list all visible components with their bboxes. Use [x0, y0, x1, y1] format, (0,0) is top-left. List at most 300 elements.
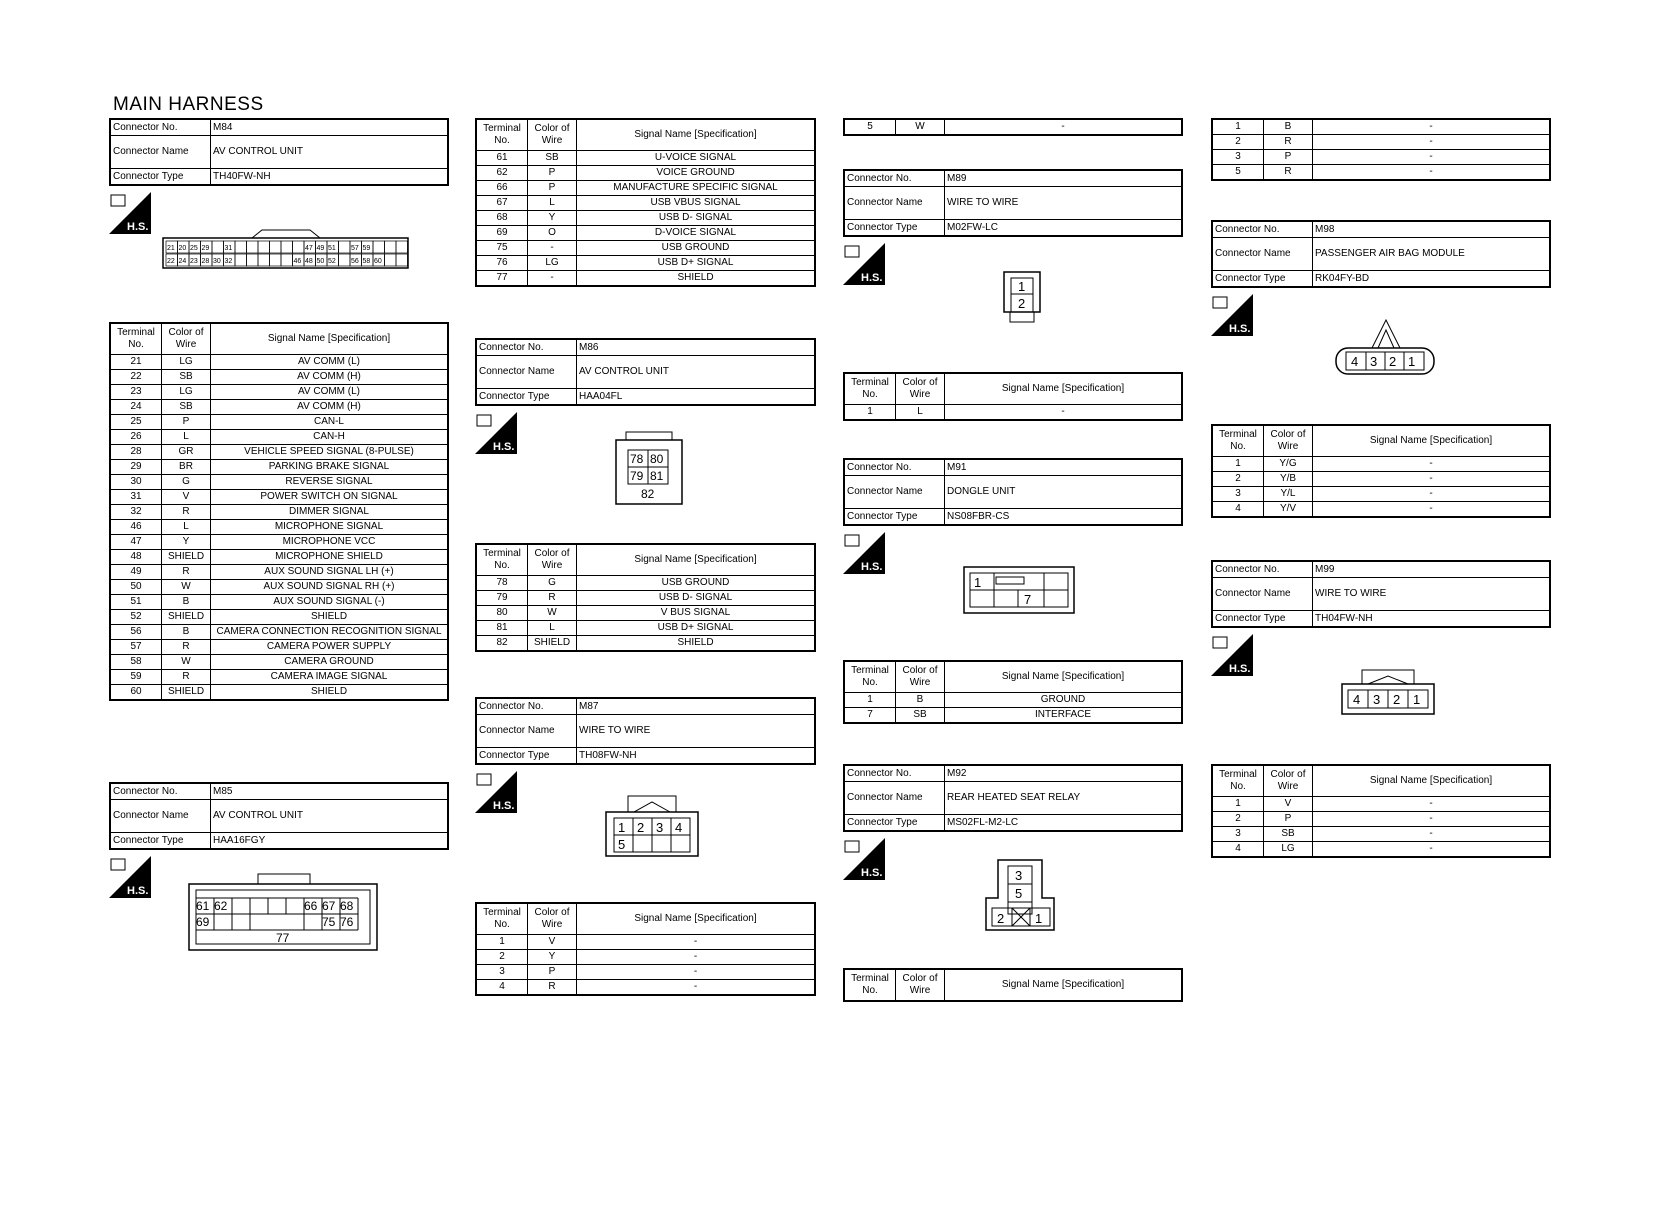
- m92-terminal-table-cont: [1211, 118, 1551, 181]
- signal-name-cell: VEHICLE SPEED SIGNAL (8-PULSE): [211, 445, 449, 460]
- wire-color-cell: V: [162, 490, 211, 505]
- pin-label: 21: [167, 245, 175, 252]
- table-row: [476, 576, 815, 591]
- m86-terminal-table: [475, 543, 816, 652]
- table-row: [110, 460, 448, 475]
- connector-name: REAR HEATED SEAT RELAY: [945, 782, 1183, 815]
- wire-color-cell: R: [1264, 135, 1313, 150]
- wire-color-cell: SHIELD: [162, 550, 211, 565]
- pin-label: 31: [224, 245, 233, 252]
- pin-label: 30: [213, 258, 221, 265]
- signal-name-cell: AV COMM (L): [211, 385, 449, 400]
- table-row: [1212, 797, 1550, 812]
- label-connector-type: Connector Type: [1212, 271, 1313, 288]
- wire-color-cell: SHIELD: [528, 636, 577, 652]
- wire-color-cell: B: [896, 693, 945, 708]
- header-terminal-no: Terminal No.: [110, 323, 162, 355]
- signal-name-cell: SHIELD: [577, 636, 816, 652]
- m84-terminal-table: [109, 322, 449, 701]
- terminal-no-cell: 25: [110, 415, 162, 430]
- table-row: [110, 685, 448, 701]
- pin-label: 46: [293, 258, 302, 265]
- terminal-no-cell: 59: [110, 670, 162, 685]
- signal-name-cell: -: [945, 405, 1183, 421]
- wire-color-cell: -: [528, 241, 577, 256]
- wire-color-cell: R: [162, 670, 211, 685]
- hs-badge-icon: [843, 243, 885, 285]
- terminal-no-cell: 1: [1212, 457, 1264, 472]
- header-terminal-no: Terminal No.: [844, 969, 896, 1001]
- signal-name-cell: -: [1313, 797, 1551, 812]
- pin-label: 1: [1035, 911, 1043, 926]
- signal-name-cell: -: [1313, 472, 1551, 487]
- hs-badge-icon: [475, 412, 517, 454]
- terminal-no-cell: 1: [844, 405, 896, 421]
- connector-type: RK04FY-BD: [1313, 271, 1551, 288]
- header-signal-name: Signal Name [Specification]: [211, 323, 449, 355]
- wire-color-cell: Y/B: [1264, 472, 1313, 487]
- connector-type: HAA16FGY: [211, 833, 449, 850]
- table-row: [476, 621, 815, 636]
- header-color-of-wire: Color of Wire: [896, 969, 945, 1001]
- label-connector-no: Connector No.: [844, 170, 945, 187]
- terminal-no-cell: 22: [110, 370, 162, 385]
- label-connector-name: Connector Name: [1212, 578, 1313, 611]
- pin-label: 62: [214, 899, 228, 913]
- connector-no: M92: [945, 765, 1183, 782]
- pin-label: 56: [351, 258, 359, 265]
- connector-no: M84: [211, 119, 449, 136]
- pin-label: 2: [1393, 692, 1401, 707]
- pin-label: 23: [190, 258, 198, 265]
- wire-color-cell: Y: [162, 535, 211, 550]
- table-row: [110, 670, 448, 685]
- pin-label: 50: [316, 258, 325, 265]
- pin-label: 79: [630, 469, 644, 483]
- terminal-no-cell: 75: [476, 241, 528, 256]
- header-terminal-no: Terminal No.: [476, 903, 528, 935]
- pin-label: 2: [1389, 354, 1397, 369]
- pin-cell: [270, 241, 282, 253]
- wire-color-cell: L: [528, 621, 577, 636]
- pin-label: 25: [190, 245, 198, 252]
- pin-label: 82: [641, 487, 655, 501]
- label-connector-no: Connector No.: [844, 765, 945, 782]
- header-signal-name: Signal Name [Specification]: [577, 119, 816, 151]
- terminal-no-cell: 47: [110, 535, 162, 550]
- wire-color-cell: R: [528, 980, 577, 996]
- table-row: [476, 965, 815, 980]
- m99-info: [1211, 560, 1551, 628]
- wire-color-cell: Y/L: [1264, 487, 1313, 502]
- m84-info: [109, 118, 449, 186]
- terminal-no-cell: 26: [110, 430, 162, 445]
- wire-color-cell: Y: [528, 950, 577, 965]
- signal-name-cell: MANUFACTURE SPECIFIC SIGNAL: [577, 181, 816, 196]
- signal-name-cell: AUX SOUND SIGNAL (-): [211, 595, 449, 610]
- pin-cell: [339, 254, 351, 266]
- label-connector-no: Connector No.: [476, 698, 577, 715]
- m87-connector-diagram: [604, 792, 700, 863]
- signal-name-cell: -: [577, 935, 816, 950]
- label-connector-type: Connector Type: [476, 389, 577, 406]
- connector-type: TH04FW-NH: [1313, 611, 1551, 628]
- wire-color-cell: P: [1264, 150, 1313, 165]
- pin-cell: [339, 241, 351, 253]
- svg-text:H.S.: H.S.: [1229, 323, 1251, 335]
- table-row: [1212, 472, 1550, 487]
- pin-label: 69: [196, 915, 210, 929]
- connector-no: M98: [1313, 221, 1551, 238]
- wire-color-cell: LG: [1264, 842, 1313, 858]
- wire-color-cell: L: [162, 430, 211, 445]
- wire-color-cell: SB: [896, 708, 945, 724]
- label-connector-name: Connector Name: [844, 782, 945, 815]
- wire-color-cell: O: [528, 226, 577, 241]
- terminal-no-cell: 4: [1212, 842, 1264, 858]
- pin-label: 20: [178, 245, 187, 252]
- connector-no: M91: [945, 459, 1183, 476]
- pin-label: 49: [316, 245, 325, 252]
- pin-label: 3: [1373, 692, 1381, 707]
- svg-text:H.S.: H.S.: [493, 441, 515, 453]
- wire-color-cell: LG: [162, 385, 211, 400]
- wire-color-cell: R: [162, 505, 211, 520]
- wire-color-cell: R: [1264, 165, 1313, 181]
- table-row: [110, 430, 448, 445]
- signal-name-cell: SHIELD: [577, 271, 816, 287]
- terminal-no-cell: 2: [1212, 472, 1264, 487]
- connector-no: M87: [577, 698, 816, 715]
- hs-badge-icon: [109, 192, 151, 234]
- connector-name: AV CONTROL UNIT: [211, 136, 449, 169]
- pin-label: 58: [362, 258, 371, 265]
- hs-badge-icon: [1211, 294, 1253, 336]
- terminal-no-cell: 3: [476, 965, 528, 980]
- label-connector-no: Connector No.: [476, 339, 577, 356]
- m91-terminal-table: [843, 660, 1183, 724]
- svg-text:H.S.: H.S.: [861, 561, 883, 573]
- label-connector-name: Connector Name: [110, 136, 211, 169]
- header-signal-name: Signal Name [Specification]: [945, 969, 1183, 1001]
- terminal-no-cell: 31: [110, 490, 162, 505]
- m98-connector-diagram: [1334, 318, 1436, 381]
- connector-type: M02FW-LC: [945, 220, 1183, 237]
- signal-name-cell: USB GROUND: [577, 241, 816, 256]
- svg-text:H.S.: H.S.: [493, 800, 515, 812]
- header-terminal-no: Terminal No.: [476, 119, 528, 151]
- signal-name-cell: DIMMER SIGNAL: [211, 505, 449, 520]
- wire-color-cell: -: [528, 271, 577, 287]
- pin-label: 5: [618, 837, 626, 852]
- signal-name-cell: POWER SWITCH ON SIGNAL: [211, 490, 449, 505]
- signal-name-cell: CAMERA CONNECTION RECOGNITION SIGNAL: [211, 625, 449, 640]
- signal-name-cell: -: [577, 965, 816, 980]
- table-row: [1212, 150, 1550, 165]
- pin-cell: [385, 241, 397, 253]
- label-connector-no: Connector No.: [110, 119, 211, 136]
- signal-name-cell: SHIELD: [211, 610, 449, 625]
- wire-color-cell: W: [528, 606, 577, 621]
- terminal-no-cell: 62: [476, 166, 528, 181]
- signal-name-cell: AUX SOUND SIGNAL RH (+): [211, 580, 449, 595]
- pin-label: 67: [322, 899, 336, 913]
- terminal-no-cell: 1: [1212, 797, 1264, 812]
- pin-label: 51: [328, 245, 336, 252]
- terminal-no-cell: 21: [110, 355, 162, 370]
- wire-color-cell: G: [162, 475, 211, 490]
- pin-label: 81: [650, 469, 664, 483]
- pin-label: 1: [1018, 279, 1026, 294]
- table-row: [110, 355, 448, 370]
- header-terminal-no: Terminal No.: [844, 373, 896, 405]
- m92-terminal-table: [843, 968, 1183, 1002]
- label-connector-name: Connector Name: [476, 356, 577, 389]
- signal-name-cell: USB D- SIGNAL: [577, 211, 816, 226]
- table-row: [476, 606, 815, 621]
- header-color-of-wire: Color of Wire: [528, 119, 577, 151]
- wire-color-cell: GR: [162, 445, 211, 460]
- label-connector-type: Connector Type: [844, 509, 945, 526]
- terminal-no-cell: 1: [1212, 119, 1264, 135]
- pin-cell: [281, 241, 293, 253]
- pin-label: 4: [1351, 354, 1359, 369]
- m92-info: [843, 764, 1183, 832]
- label-connector-type: Connector Type: [844, 220, 945, 237]
- signal-name-cell: -: [577, 980, 816, 996]
- connector-no: M85: [211, 783, 449, 800]
- pin-cell: [258, 241, 270, 253]
- terminal-no-cell: 28: [110, 445, 162, 460]
- connector-type: MS02FL-M2-LC: [945, 815, 1183, 832]
- wire-color-cell: P: [528, 166, 577, 181]
- terminal-no-cell: 78: [476, 576, 528, 591]
- m86-connector-diagram: [614, 428, 686, 513]
- header-color-of-wire: Color of Wire: [162, 323, 211, 355]
- signal-name-cell: CAMERA IMAGE SIGNAL: [211, 670, 449, 685]
- terminal-no-cell: 48: [110, 550, 162, 565]
- m85-info: [109, 782, 449, 850]
- pin-cell: [258, 254, 270, 266]
- wire-color-cell: SHIELD: [162, 610, 211, 625]
- label-connector-name: Connector Name: [1212, 238, 1313, 271]
- terminal-no-cell: 81: [476, 621, 528, 636]
- connector-name: WIRE TO WIRE: [577, 715, 816, 748]
- hs-badge-icon: [475, 771, 517, 813]
- header-signal-name: Signal Name [Specification]: [1313, 425, 1551, 457]
- m98-terminal-table: [1211, 424, 1551, 518]
- signal-name-cell: CAN-H: [211, 430, 449, 445]
- pin-label: 1: [618, 820, 626, 835]
- wire-color-cell: BR: [162, 460, 211, 475]
- terminal-no-cell: 1: [476, 935, 528, 950]
- header-terminal-no: Terminal No.: [844, 661, 896, 693]
- wire-color-cell: SB: [528, 151, 577, 166]
- signal-name-cell: USB D- SIGNAL: [577, 591, 816, 606]
- signal-name-cell: CAMERA POWER SUPPLY: [211, 640, 449, 655]
- terminal-no-cell: 68: [476, 211, 528, 226]
- terminal-no-cell: 82: [476, 636, 528, 652]
- signal-name-cell: -: [1313, 842, 1551, 858]
- signal-name-cell: REVERSE SIGNAL: [211, 475, 449, 490]
- terminal-no-cell: 24: [110, 400, 162, 415]
- pin-label: 28: [201, 258, 210, 265]
- m99-connector-diagram: [1340, 668, 1436, 721]
- table-row: [1212, 502, 1550, 518]
- pin-cell: [235, 241, 247, 253]
- signal-name-cell: AUX SOUND SIGNAL LH (+): [211, 565, 449, 580]
- pin-label: 32: [224, 258, 233, 265]
- terminal-no-cell: 30: [110, 475, 162, 490]
- table-row: [110, 475, 448, 490]
- table-row: [476, 935, 815, 950]
- wire-color-cell: SHIELD: [162, 685, 211, 701]
- table-row: [476, 256, 815, 271]
- table-row: [476, 980, 815, 996]
- pin-label: 2: [637, 820, 645, 835]
- connector-no: M99: [1313, 561, 1551, 578]
- pin-label: 57: [351, 245, 359, 252]
- table-row: [476, 591, 815, 606]
- label-connector-type: Connector Type: [110, 833, 211, 850]
- header-signal-name: Signal Name [Specification]: [945, 373, 1183, 405]
- svg-text:H.S.: H.S.: [1229, 663, 1251, 675]
- pin-cell: [247, 241, 259, 253]
- signal-name-cell: VOICE GROUND: [577, 166, 816, 181]
- pin-label: 52: [328, 258, 336, 265]
- pin-label: 5: [1015, 886, 1023, 901]
- pin-label: 1: [1408, 354, 1416, 369]
- pin-label: 24: [178, 258, 187, 265]
- header-terminal-no: Terminal No.: [1212, 765, 1264, 797]
- pin-label: 47: [305, 245, 313, 252]
- header-color-of-wire: Color of Wire: [1264, 765, 1313, 797]
- signal-name-cell: MICROPHONE SIGNAL: [211, 520, 449, 535]
- svg-text:H.S.: H.S.: [127, 221, 149, 233]
- pin-cell: [235, 254, 247, 266]
- pin-cell: [212, 241, 224, 253]
- header-signal-name: Signal Name [Specification]: [577, 544, 816, 576]
- wire-color-cell: V: [528, 935, 577, 950]
- pin-label: 1: [1413, 692, 1421, 707]
- label-connector-no: Connector No.: [110, 783, 211, 800]
- pin-label: 78: [630, 452, 644, 466]
- pin-label: 61: [196, 899, 210, 913]
- pin-cell: [396, 241, 408, 253]
- header-terminal-no: Terminal No.: [476, 544, 528, 576]
- pin-cell: [293, 241, 305, 253]
- m98-info: [1211, 220, 1551, 288]
- terminal-no-cell: 29: [110, 460, 162, 475]
- terminal-no-cell: 77: [476, 271, 528, 287]
- table-row: [844, 693, 1182, 708]
- pin-label: 1: [974, 575, 982, 590]
- pin-label: 2: [997, 911, 1005, 926]
- connector-name: AV CONTROL UNIT: [211, 800, 449, 833]
- signal-name-cell: MICROPHONE VCC: [211, 535, 449, 550]
- wire-color-cell: L: [896, 405, 945, 421]
- table-row: [476, 241, 815, 256]
- page-title: MAIN HARNESS: [113, 94, 264, 115]
- table-row: [1212, 135, 1550, 150]
- wire-color-cell: LG: [162, 355, 211, 370]
- table-row: [110, 385, 448, 400]
- wire-color-cell: G: [528, 576, 577, 591]
- table-row: [476, 950, 815, 965]
- signal-name-cell: -: [1313, 487, 1551, 502]
- m89-connector-diagram: [1000, 270, 1044, 331]
- wire-color-cell: P: [528, 181, 577, 196]
- signal-name-cell: V BUS SIGNAL: [577, 606, 816, 621]
- pin-label: 77: [276, 931, 290, 945]
- header-color-of-wire: Color of Wire: [528, 903, 577, 935]
- wire-color-cell: R: [528, 591, 577, 606]
- connector-name: AV CONTROL UNIT: [577, 356, 816, 389]
- terminal-no-cell: 5: [1212, 165, 1264, 181]
- m84-connector-diagram: [162, 228, 410, 275]
- terminal-no-cell: 5: [844, 119, 896, 135]
- table-row: [1212, 827, 1550, 842]
- terminal-no-cell: 76: [476, 256, 528, 271]
- header-color-of-wire: Color of Wire: [896, 373, 945, 405]
- wire-color-cell: LG: [528, 256, 577, 271]
- svg-text:H.S.: H.S.: [861, 272, 883, 284]
- signal-name-cell: CAN-L: [211, 415, 449, 430]
- header-signal-name: Signal Name [Specification]: [945, 661, 1183, 693]
- wire-color-cell: B: [1264, 119, 1313, 135]
- hs-badge-icon: [1211, 634, 1253, 676]
- terminal-no-cell: 50: [110, 580, 162, 595]
- table-row: [1212, 487, 1550, 502]
- terminal-no-cell: 3: [1212, 827, 1264, 842]
- m89-info: [843, 169, 1183, 237]
- table-row: [110, 565, 448, 580]
- label-connector-name: Connector Name: [110, 800, 211, 833]
- wire-color-cell: W: [896, 119, 945, 135]
- table-row: [1212, 165, 1550, 181]
- m87-info: [475, 697, 816, 765]
- table-row: [110, 415, 448, 430]
- svg-text:H.S.: H.S.: [127, 885, 149, 897]
- header-color-of-wire: Color of Wire: [896, 661, 945, 693]
- table-row: [110, 640, 448, 655]
- pin-label: 75: [322, 915, 336, 929]
- wire-color-cell: P: [162, 415, 211, 430]
- table-row: [476, 151, 815, 166]
- table-row: [110, 550, 448, 565]
- wire-color-cell: B: [162, 595, 211, 610]
- svg-text:H.S.: H.S.: [861, 867, 883, 879]
- signal-name-cell: SHIELD: [211, 685, 449, 701]
- label-connector-type: Connector Type: [1212, 611, 1313, 628]
- table-row: [1212, 842, 1550, 858]
- wire-color-cell: Y/G: [1264, 457, 1313, 472]
- hs-badge-icon: [109, 856, 151, 898]
- connector-name: PASSENGER AIR BAG MODULE: [1313, 238, 1551, 271]
- signal-name-cell: USB GROUND: [577, 576, 816, 591]
- label-connector-no: Connector No.: [1212, 561, 1313, 578]
- signal-name-cell: USB D+ SIGNAL: [577, 621, 816, 636]
- wire-color-cell: B: [162, 625, 211, 640]
- wire-color-cell: L: [162, 520, 211, 535]
- table-row: [110, 505, 448, 520]
- table-row: [476, 271, 815, 287]
- terminal-no-cell: 60: [110, 685, 162, 701]
- pin-label: 66: [304, 899, 318, 913]
- label-connector-type: Connector Type: [476, 748, 577, 765]
- terminal-no-cell: 52: [110, 610, 162, 625]
- pin-label: 3: [1015, 868, 1023, 883]
